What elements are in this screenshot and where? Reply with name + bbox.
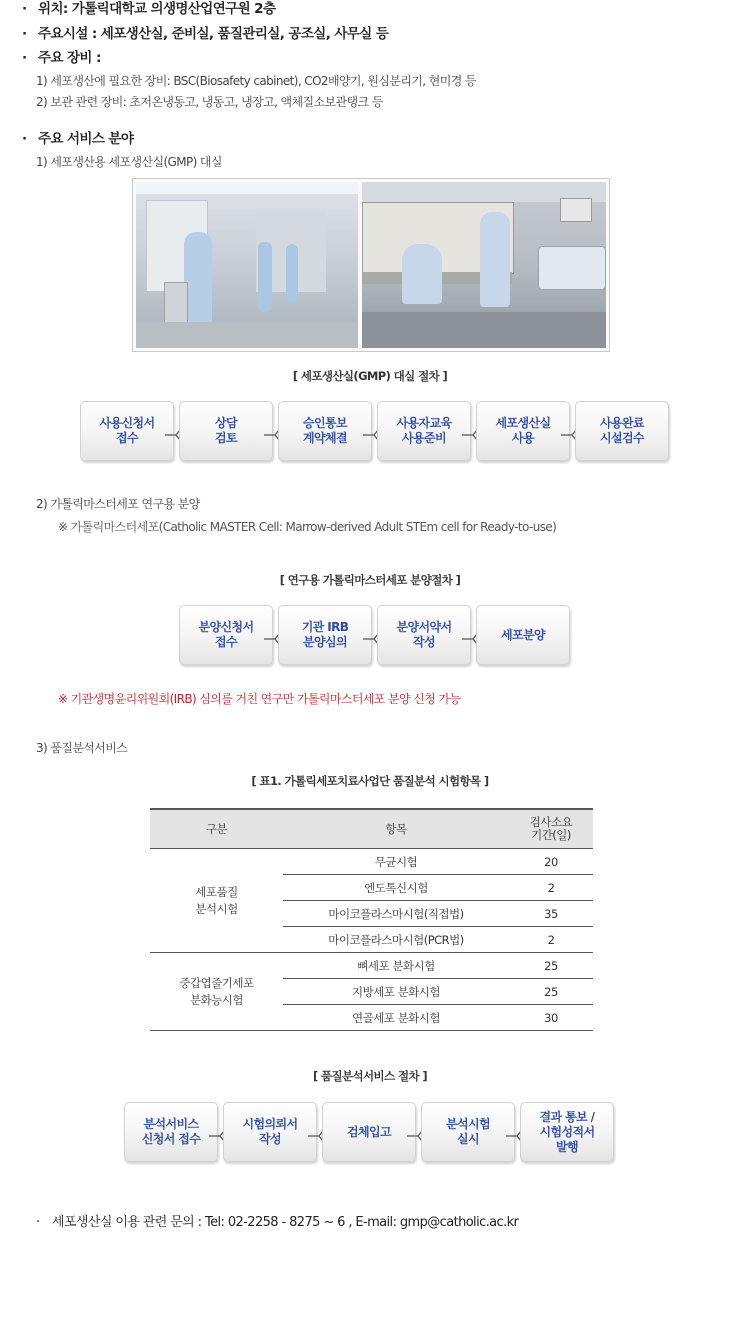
process-step: 세포분양: [476, 605, 570, 665]
table-cell-days: 25: [509, 953, 593, 979]
table-cell-item: 뼈세포 분화시험: [283, 953, 509, 979]
service-2-title: 2) 가톨릭마스터세포 연구용 분양: [36, 497, 200, 511]
gmp-photo-frame: [132, 178, 610, 352]
table-cell-days: 2: [509, 927, 593, 953]
process-step: 분석시험 실시: [421, 1102, 515, 1162]
process-step: 사용신청서 접수: [80, 401, 174, 461]
table-cell-days: 2: [509, 875, 593, 901]
table-cell-days: 30: [509, 1005, 593, 1031]
qc-test-table: [150, 808, 593, 1031]
master-cell-note: ※ 가톨릭마스터세포(Catholic MASTER Cell: Marrow-derived Adult STEm cell for Ready-to-use): [58, 520, 557, 534]
table-cell-item: 무균시험: [283, 849, 509, 875]
process-step: 세포생산실 사용: [476, 401, 570, 461]
service-1-title: 1) 세포생산용 세포생산실(GMP) 대실: [36, 155, 222, 169]
process-step: 검체입고: [322, 1102, 416, 1162]
biosafety-cabinet-photo: [362, 182, 606, 348]
process-step: 사용자교육 사용준비: [377, 401, 471, 461]
process-step: 상담 검토: [179, 401, 273, 461]
process-step: 분석서비스 신청서 접수: [124, 1102, 218, 1162]
table-cell-item: 마이코플라스마시험(직접법): [283, 901, 509, 927]
table-cell-days: 35: [509, 901, 593, 927]
table-group-label: 중갑엽줄기세포 분화능시험: [150, 953, 283, 1031]
table-cell-days: 20: [509, 849, 593, 875]
table-row: [150, 849, 593, 875]
table-header-item: 항목: [283, 809, 509, 849]
table-header-category: 구분: [150, 809, 283, 849]
equipment-title: · 주요 장비 :: [22, 50, 101, 66]
qc-procedure-caption: [ 품질분석서비스 절차 ]: [312, 1069, 428, 1083]
table-cell-item: 지방세포 분화시험: [283, 979, 509, 1005]
process-step: 분양서약서 작성: [377, 605, 471, 665]
master-cell-procedure-caption: [ 연구용 가톨릭마스터세포 분양절차 ]: [279, 573, 461, 587]
contact-info: · 세포생산실 이용 관련 문의 : Tel: 02-2258 - 8275 ~ 6 , E-mail: gmp@catholic.ac.kr: [36, 1215, 519, 1230]
location-text: · 위치: 가톨릭대학교 의생명산업연구원 2층: [22, 1, 276, 17]
gmp-procedure-caption: [ 세포생산실(GMP) 대실 절차 ]: [292, 369, 448, 383]
process-step: 결과 통보 / 시험성적서 발행: [520, 1102, 614, 1162]
qc-table-caption: [ 표1. 가톨릭세포치료사업단 품질분석 시험항목 ]: [251, 774, 489, 788]
table-cell-item: 엔도톡신시험: [283, 875, 509, 901]
table-cell-item: 연골세포 분화시험: [283, 1005, 509, 1031]
table-cell-item: 마이코플라스마시험(PCR법): [283, 927, 509, 953]
equipment-item-2: 2) 보관 관련 장비: 초저온냉동고, 냉동고, 냉장고, 액체질소보관탱크 등: [36, 95, 383, 109]
process-step: 기관 IRB 분양심의: [278, 605, 372, 665]
table-header-days: 검사소요 기간(일): [509, 809, 593, 849]
equipment-item-1: 1) 세포생산에 필요한 장비: BSC(Biosafety cabinet), CO2배양기, 원심분리기, 현미경 등: [36, 74, 476, 88]
cleanroom-photo: [136, 182, 358, 348]
services-title: · 주요 서비스 분야: [22, 131, 134, 147]
facilities-text: · 주요시설 : 세포생산실, 준비실, 품질관리실, 공조실, 사무실 등: [22, 26, 389, 42]
table-cell-days: 25: [509, 979, 593, 1005]
irb-warning: ※ 기관생명윤리위원회(IRB) 심의를 거친 연구만 가톨릭마스터세포 분양 신청 가능: [58, 692, 461, 706]
process-step: 시험의뢰서 작성: [223, 1102, 317, 1162]
process-step: 승인통보 계약체결: [278, 401, 372, 461]
process-step: 사용완료 시설검수: [575, 401, 669, 461]
table-group-label: 세포품질 분석시험: [150, 849, 283, 953]
process-step: 분양신청서 접수: [179, 605, 273, 665]
service-3-title: 3) 품질분석서비스: [36, 741, 128, 755]
table-row: [150, 953, 593, 979]
